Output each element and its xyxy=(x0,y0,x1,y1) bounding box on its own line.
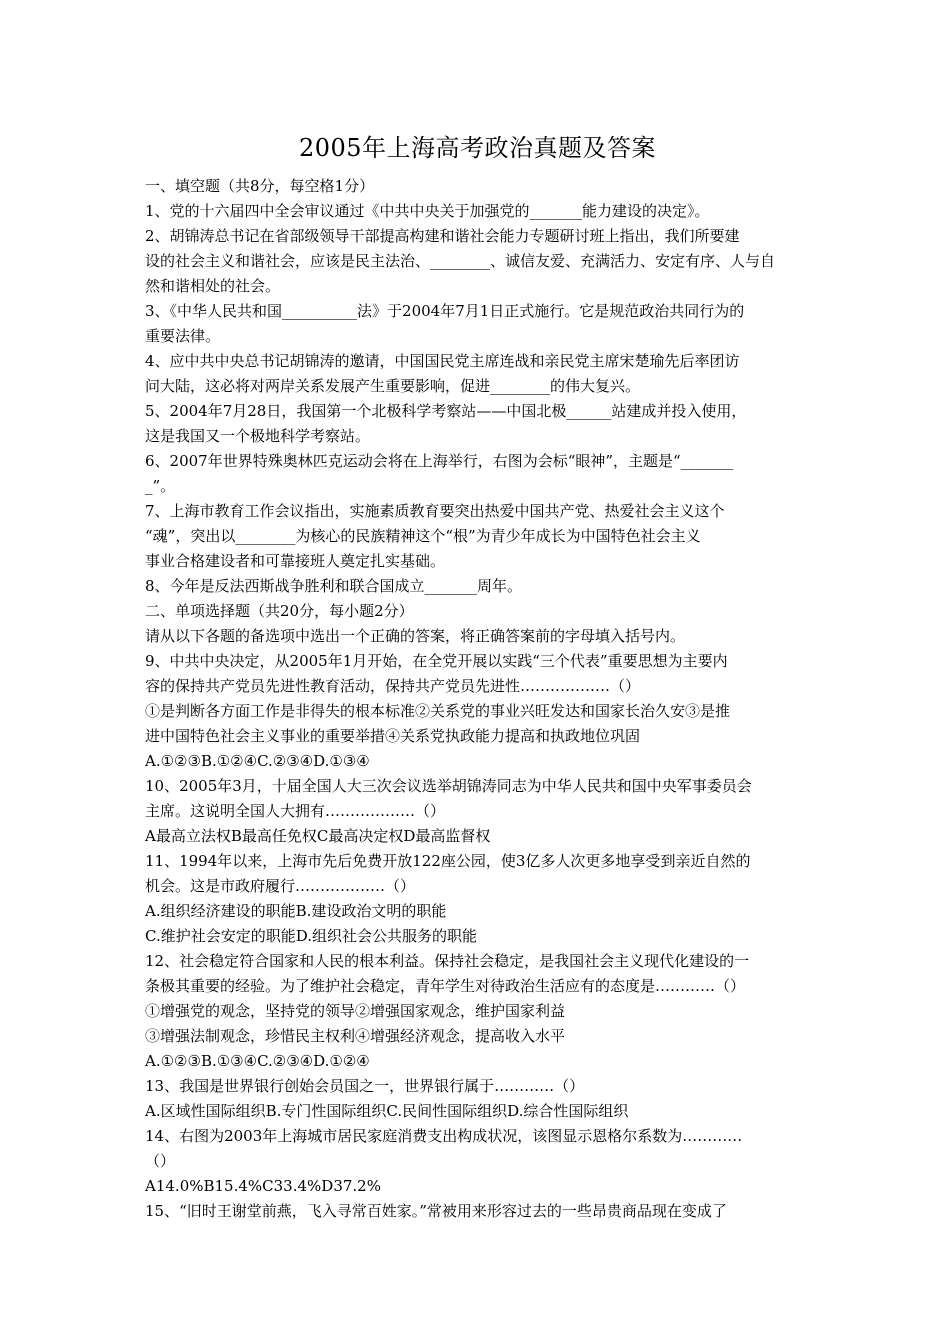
text-line: 这是我国又一个极地科学考察站。 xyxy=(145,427,371,445)
text-line: A14.0%B15.4%C33.4%D37.2% xyxy=(145,1177,381,1195)
text-line: 6、2007年世界特殊奥林匹克运动会将在上海举行，右图为会标“眼神”，主题是“_______ xyxy=(145,452,734,470)
text-line: 10、2005年3月，十届全国人大三次会议选举胡锦涛同志为中华人民共和国中央军事委员会 xyxy=(145,777,752,795)
text-line: 14、右图为2003年上海城市居民家庭消费支出构成状况，该图显示恩格尔系数为………… xyxy=(145,1127,743,1145)
text-line: “魂”，突出以________为核心的民族精神这个“根”为青少年成长为中国特色社会主义 xyxy=(145,527,701,545)
text-line: A.①②③B.①③④C.②③④D.①②④ xyxy=(145,1052,370,1070)
text-line: 一、填空题（共8分，每空格1分） xyxy=(145,177,375,195)
text-line: 15、“旧时王谢堂前燕，飞入寻常百姓家。”常被用来形容过去的一些昂贵商品现在变成了 xyxy=(145,1202,727,1220)
text-line: C.维护社会安定的职能D.组织社会公共服务的职能 xyxy=(145,927,477,945)
text-line: 进中国特色社会主义事业的重要举措④关系党执政能力提高和执政地位巩固 xyxy=(145,727,641,745)
text-line: A.区域性国际组织B.专门性国际组织C.民间性国际组织D.综合性国际组织 xyxy=(145,1102,629,1120)
text-line: 重要法律。 xyxy=(145,327,221,345)
document-page xyxy=(145,128,810,1224)
text-line: 然和谐相处的社会。 xyxy=(145,277,281,295)
text-line: 设的社会主义和谐社会，应该是民主法治、________、诚信友爱、充满活力、安定有序、人与自 xyxy=(145,252,776,270)
section-heading: 二、单项选择题（共20分，每小题2分） xyxy=(145,602,414,620)
text-line: 请从以下各题的备选项中选出一个正确的答案，将正确答案前的字母填入括号内。 xyxy=(145,627,686,645)
text-line: A最高立法权B最高任免权C最高决定权D最高监督权 xyxy=(145,827,491,845)
text-line: 7、上海市教育工作会议指出，实施素质教育要突出热爱中国共产党、热爱社会主义这个 xyxy=(145,502,725,520)
document-title: 2005年上海高考政治真题及答案 xyxy=(298,134,657,162)
text-line: 主席。这说明全国人大拥有………………（） xyxy=(145,802,446,820)
text-line: 13、我国是世界银行创始会员国之一，世界银行属于…………（） xyxy=(145,1077,585,1095)
text-line: 11、1994年以来，上海市先后免费开放122座公园，使3亿多人次更多地享受到亲近自然的 xyxy=(145,852,751,870)
text-line: 容的保持共产党员先进性教育活动，保持共产党员先进性………………（） xyxy=(145,677,641,695)
text-line: 1、党的十六届四中全会审议通过《中共中央关于加强党的_______能力建设的决定》。 xyxy=(145,202,710,220)
text-line: 事业合格建设者和可靠接班人奠定扎实基础。 xyxy=(145,552,446,570)
text-line: 3、《中华人民共和国__________法》于2004年7月1日正式施行。它是规范政治共同行为的 xyxy=(145,302,745,320)
text-line: ①增强党的观念，坚持党的领导②增强国家观念，维护国家利益 xyxy=(145,1002,566,1020)
text-line: 12、社会稳定符合国家和人民的根本利益。保持社会稳定，是我国社会主义现代化建设的一 xyxy=(145,952,750,970)
text-line: 2、胡锦涛总书记在省部级领导干部提高构建和谐社会能力专题研讨班上指出，我们所要建 xyxy=(145,227,740,245)
text-line: A.①②③B.①②④C.②③④D.①③④ xyxy=(145,752,370,770)
text-line: 问大陆，这必将对两岸关系发展产生重要影响，促进________的伟大复兴。 xyxy=(145,377,641,395)
text-line: 条极其重要的经验。为了维护社会稳定，青年学生对待政治生活应有的态度是…………（） xyxy=(145,977,746,995)
text-line: （） xyxy=(145,1152,176,1170)
text-line: _”。 xyxy=(145,477,176,495)
text-line: 8、今年是反法西斯战争胜利和联合国成立_______周年。 xyxy=(145,577,523,595)
text-line: A.组织经济建设的职能B.建设政治文明的职能 xyxy=(145,902,447,920)
text-line: 9、中共中央决定，从2005年1月开始，在全党开展以实践“三个代表”重要思想为主要内 xyxy=(145,652,728,670)
text-line: 5、2004年7月28日，我国第一个北极科学考察站——中国北极______站建成并投入使用， xyxy=(145,402,747,420)
text-line: 4、应中共中央总书记胡锦涛的邀请，中国国民党主席连战和亲民党主席宋楚瑜先后率团访 xyxy=(145,352,740,370)
text-line: ①是判断各方面工作是非得失的根本标准②关系党的事业兴旺发达和国家长治久安③是推 xyxy=(145,702,731,720)
text-line: 机会。这是市政府履行………………（） xyxy=(145,877,416,895)
document-body xyxy=(145,174,810,1224)
text-line: ③增强法制观念，珍惜民主权利④增强经济观念，提高收入水平 xyxy=(145,1027,566,1045)
